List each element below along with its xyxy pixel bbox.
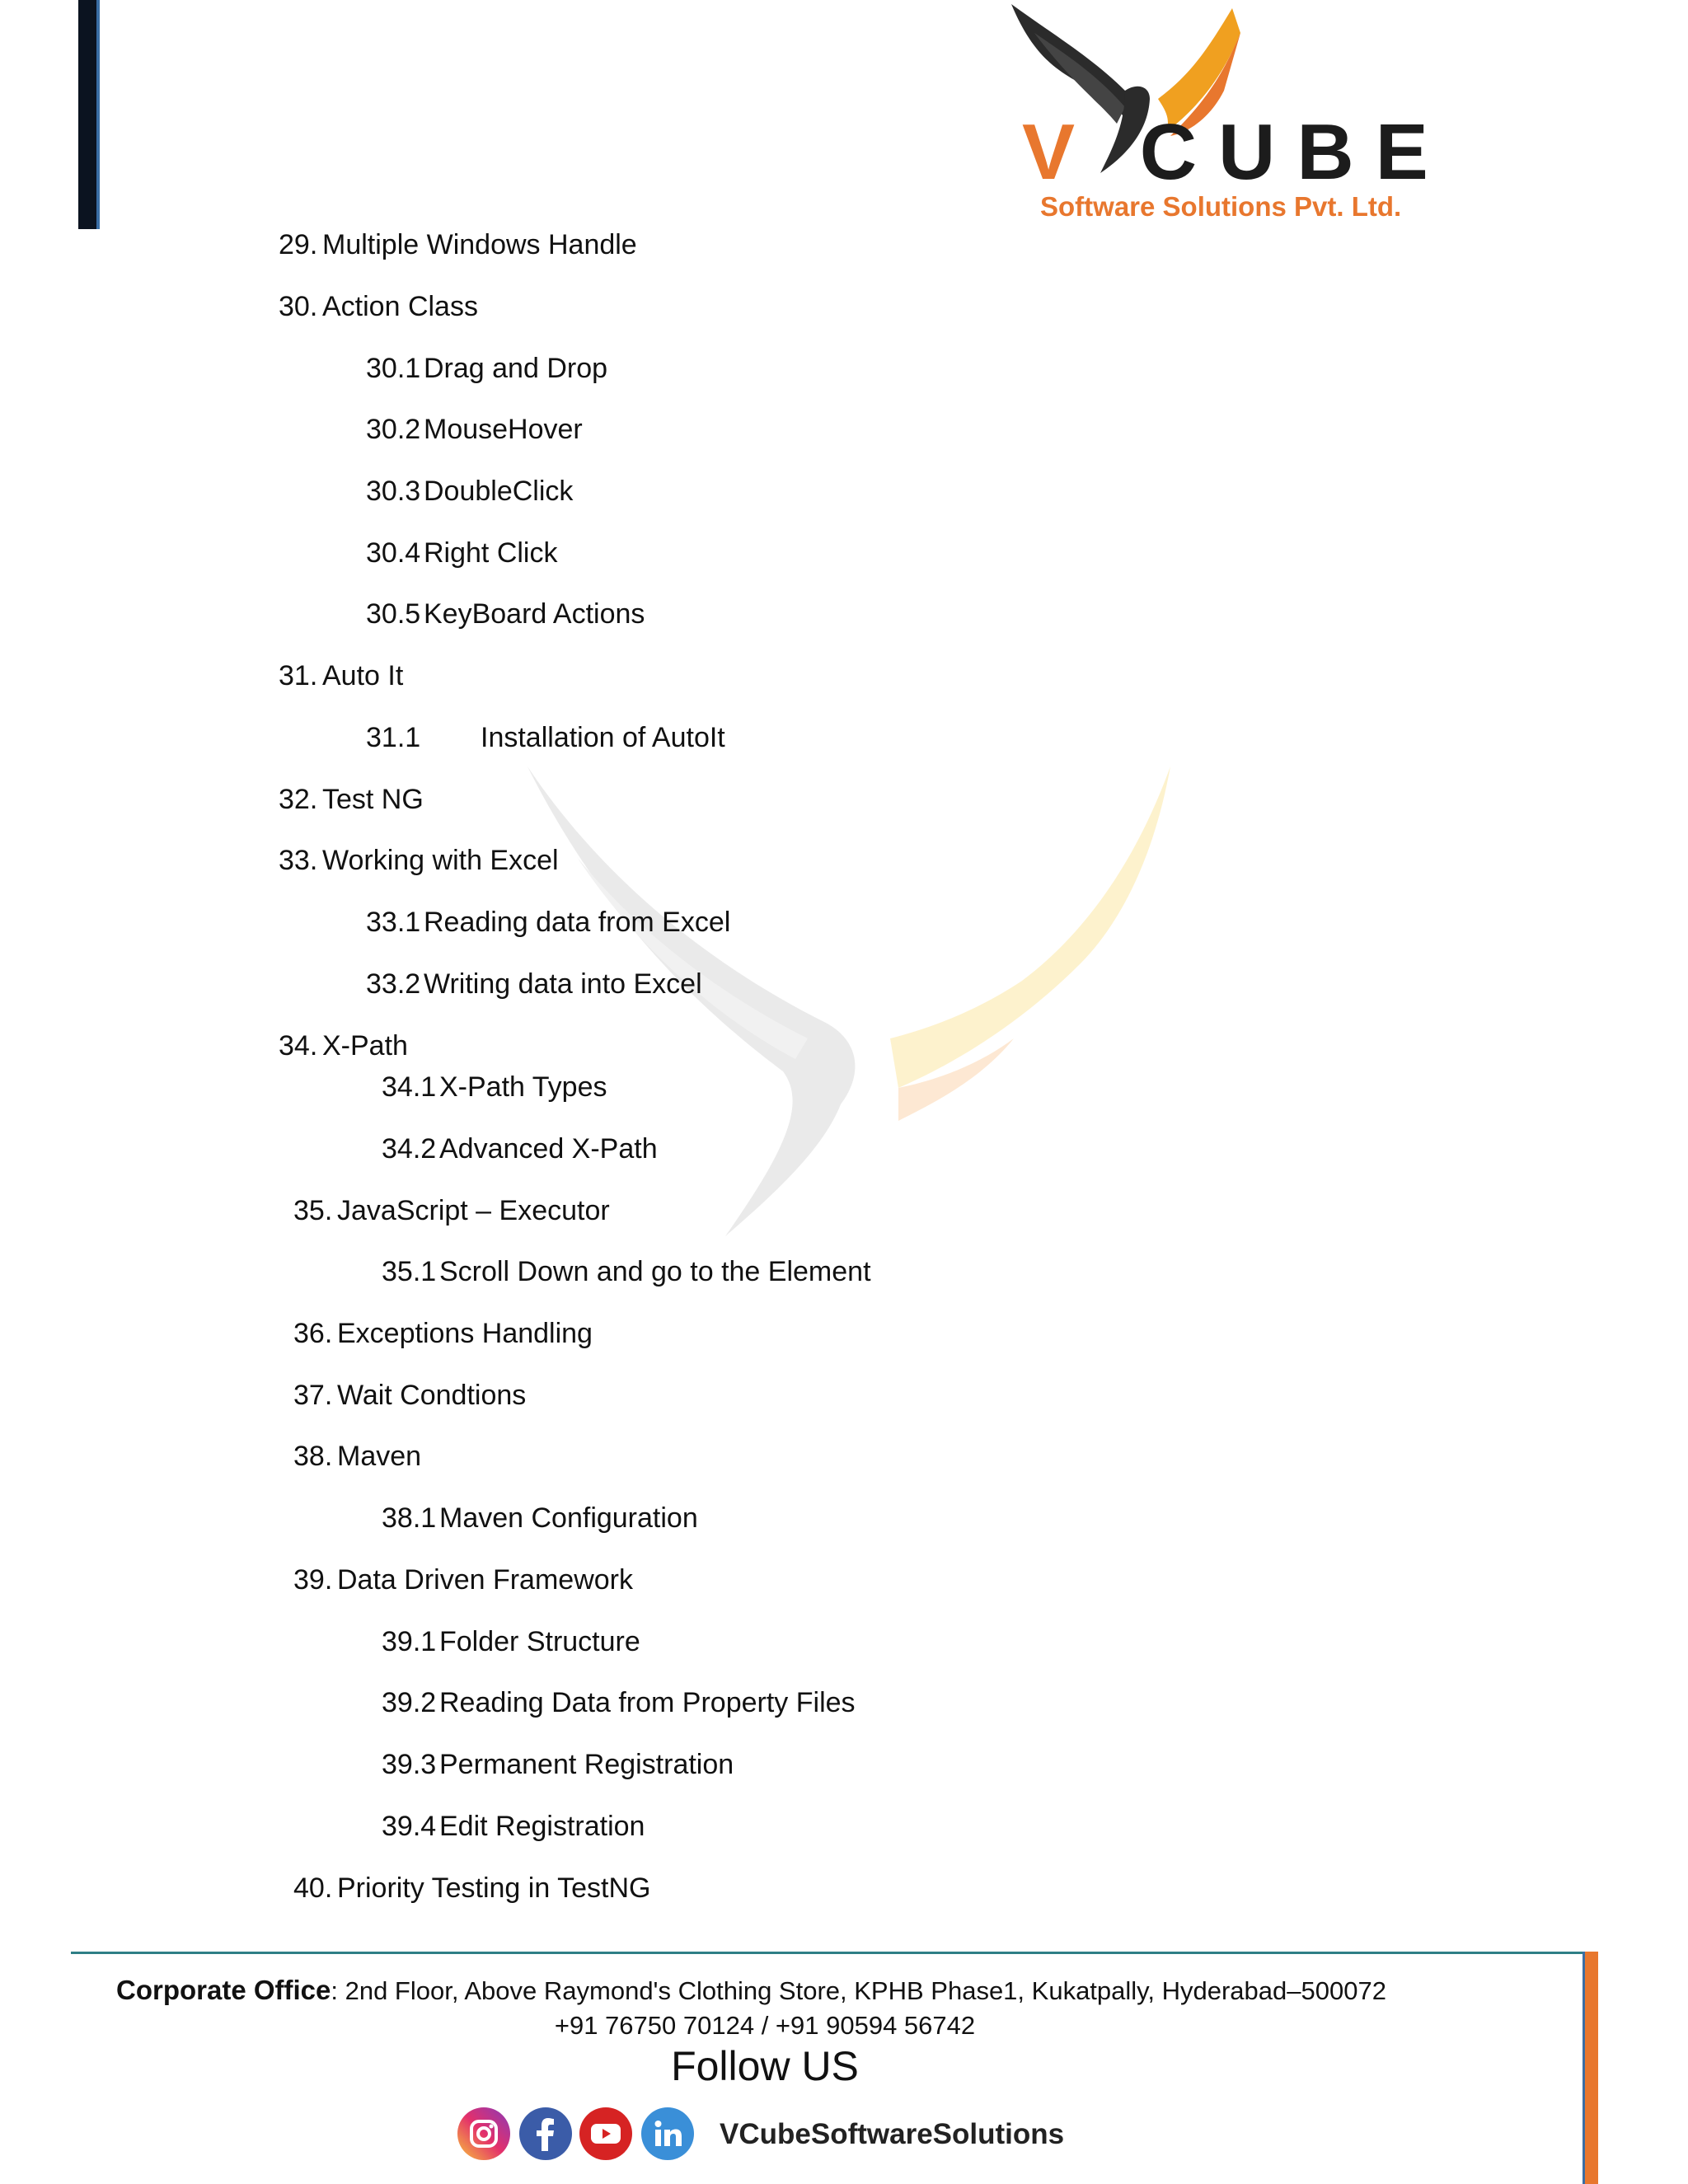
item-text: Edit Registration	[439, 1811, 645, 1842]
item-number: 39.	[293, 1564, 333, 1596]
item-text: Right Click	[424, 537, 558, 569]
item-text: Folder Structure	[439, 1626, 640, 1657]
outline-item-36	[293, 1317, 593, 1350]
item-text: Action Class	[322, 291, 478, 322]
item-text: Advanced X-Path	[439, 1133, 658, 1165]
item-text: Maven	[337, 1441, 422, 1472]
outline-item-30-1	[366, 352, 607, 385]
item-text: Maven Configuration	[439, 1502, 698, 1534]
youtube-icon[interactable]	[579, 2107, 633, 2161]
item-text: Auto It	[322, 660, 404, 691]
item-number: 40.	[293, 1872, 333, 1904]
item-number: 35.1	[382, 1256, 437, 1287]
outline-item-35	[293, 1194, 610, 1227]
outline-item-30-2	[366, 413, 583, 446]
item-text: Reading data from Excel	[424, 907, 731, 938]
item-text: Priority Testing in TestNG	[337, 1872, 651, 1904]
outline-item-33	[279, 844, 559, 877]
item-text: Permanent Registration	[439, 1749, 734, 1780]
linkedin-icon[interactable]	[640, 2107, 695, 2161]
left-border-bar	[78, 0, 100, 229]
outline-item-33-1	[366, 906, 730, 939]
corporate-office-address: : 2nd Floor, Above Raymond's Clothing Store, KPHB Phase1, Kukatpally, Hyderabad–500072	[331, 1976, 1386, 2005]
item-number: 38.	[293, 1441, 333, 1472]
outline-item-39-1	[382, 1625, 640, 1658]
item-text: X-Path	[322, 1030, 408, 1062]
logo-cube: CUBE	[1096, 108, 1450, 196]
outline-item-31	[279, 659, 403, 692]
item-text: Data Driven Framework	[337, 1564, 633, 1596]
item-number: 32.	[279, 784, 318, 815]
item-number: 30.5	[366, 598, 421, 630]
outline-item-38	[293, 1440, 421, 1473]
item-number: 38.1	[382, 1502, 437, 1534]
item-number: 30.2	[366, 414, 421, 445]
item-number: 33.2	[366, 968, 421, 1000]
item-number: 31.1	[366, 722, 421, 753]
item-text: KeyBoard Actions	[424, 598, 645, 630]
item-number: 33.	[279, 845, 318, 876]
right-border-bar	[1582, 1952, 1598, 2184]
outline-item-34-1	[382, 1071, 607, 1104]
item-number: 30.3	[366, 476, 421, 507]
outline-item-39-2	[382, 1686, 856, 1719]
item-text: Working with Excel	[322, 845, 559, 876]
item-text: DoubleClick	[424, 476, 574, 507]
facebook-icon[interactable]	[518, 2107, 573, 2161]
logo-tagline: Software Solutions Pvt. Ltd.	[1040, 191, 1402, 222]
item-number: 30.4	[366, 537, 421, 569]
item-number: 35.	[293, 1195, 333, 1226]
outline-item-34-2	[382, 1132, 658, 1165]
item-number: 39.3	[382, 1749, 437, 1780]
item-text: Drag and Drop	[424, 353, 608, 384]
outline-item-30	[279, 290, 478, 323]
item-text: X-Path Types	[439, 1071, 607, 1103]
corporate-office-label: Corporate Office	[116, 1975, 331, 2005]
item-text: Installation of AutoIt	[481, 722, 725, 753]
item-text: Reading Data from Property Files	[439, 1687, 856, 1718]
logo-wordmark	[1022, 107, 1450, 198]
item-number: 37.	[293, 1380, 333, 1411]
item-number: 34.	[279, 1030, 318, 1062]
outline-item-33-2	[366, 968, 702, 1001]
instagram-icon[interactable]	[457, 2107, 511, 2161]
item-text: Wait Condtions	[337, 1380, 527, 1411]
watermark-wings-icon	[511, 758, 1187, 1269]
item-number: 39.2	[382, 1687, 437, 1718]
outline-item-29	[279, 228, 637, 261]
item-text: Writing data into Excel	[424, 968, 702, 1000]
item-number: 34.1	[382, 1071, 437, 1103]
phone-numbers: +91 76750 70124 / +91 90594 56742	[554, 2011, 976, 2040]
outline-item-32	[279, 783, 424, 816]
item-number: 36.	[293, 1318, 333, 1349]
item-text: Exceptions Handling	[337, 1318, 593, 1349]
item-text: JavaScript – Executor	[337, 1195, 610, 1226]
item-text: Scroll Down and go to the Element	[439, 1256, 871, 1287]
footer-divider	[71, 1952, 1587, 1954]
outline-item-31-1	[366, 721, 725, 754]
outline-item-30-5	[366, 598, 645, 630]
outline-item-30-4	[366, 537, 557, 569]
item-number: 31.	[279, 660, 318, 691]
logo-v: V	[1022, 108, 1097, 196]
outline-item-34	[279, 1029, 408, 1062]
item-number: 34.2	[382, 1133, 437, 1165]
outline-item-30-3	[366, 475, 573, 508]
social-handle[interactable]: VCubeSoftwareSolutions	[720, 2118, 1065, 2150]
outline-item-39	[293, 1563, 633, 1596]
outline-item-37	[293, 1379, 526, 1412]
outline-item-39-4	[382, 1810, 645, 1843]
outline-item-38-1	[382, 1502, 698, 1535]
item-text: Test NG	[322, 784, 424, 815]
item-text: Multiple Windows Handle	[322, 229, 637, 260]
item-number: 29.	[279, 229, 318, 260]
item-text: MouseHover	[424, 414, 583, 445]
outline-item-35-1	[382, 1255, 871, 1288]
outline-item-40	[293, 1872, 650, 1905]
item-number: 30.1	[366, 353, 421, 384]
item-number: 39.1	[382, 1626, 437, 1657]
outline-item-39-3	[382, 1748, 734, 1781]
item-number: 30.	[279, 291, 318, 322]
item-number: 33.1	[366, 907, 421, 938]
item-number: 39.4	[382, 1811, 437, 1842]
corporate-office-line	[116, 1975, 1386, 2006]
follow-us-heading: Follow US	[671, 2043, 859, 2089]
